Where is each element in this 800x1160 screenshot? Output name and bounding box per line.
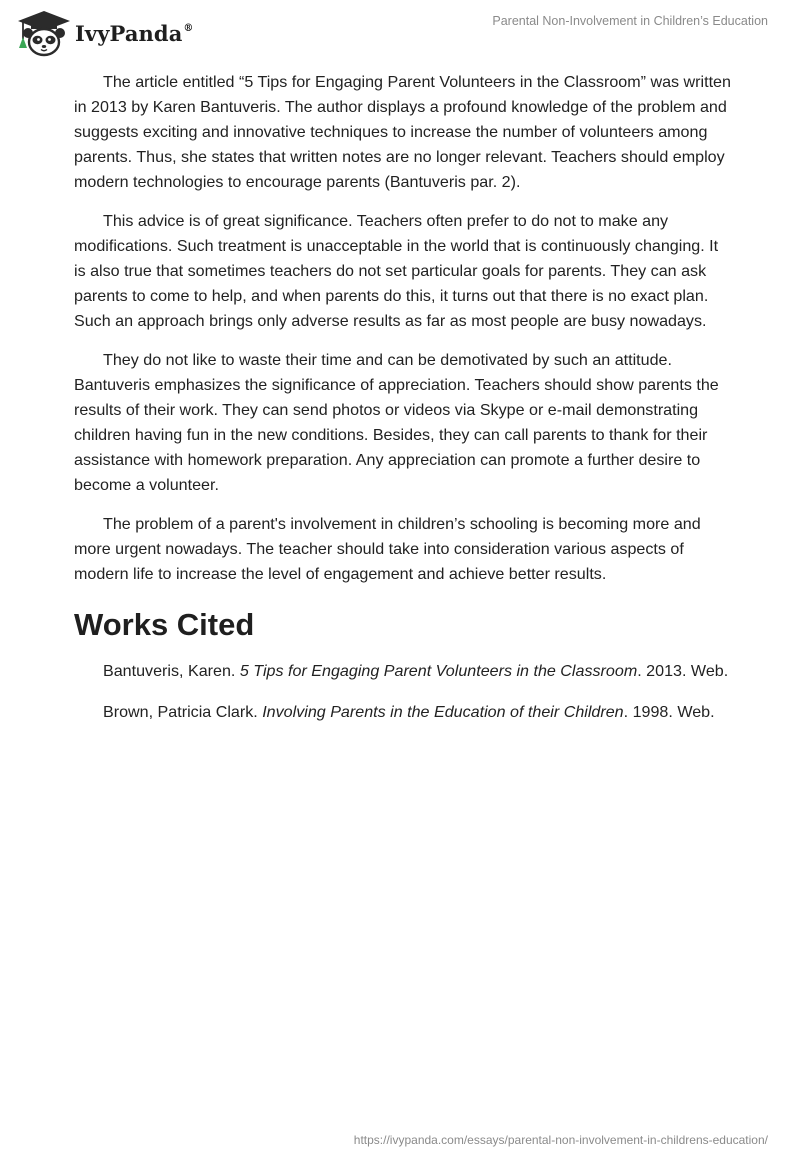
body-paragraph: The problem of a parent's involvement in children’s schooling is becoming more and more urgent nowadays. The teacher should take into consideration various aspects of modern life to increase the level of engagement and achieve better results. bbox=[74, 515, 701, 583]
body-paragraph: This advice is of great significance. Teachers often prefer to do not to make any modifications. Such treatment is unacceptable in the world that is continuously changing. It is also true that sometimes teachers do not set particular goals for parents. They can ask parents to come to help, and when parents do this, it turns out that there is no exact plan. Such an approach brings only adverse results as far as most people are busy nowadays. bbox=[74, 212, 719, 330]
citation-details: . 2013. Web. bbox=[637, 662, 729, 680]
source-url-link[interactable]: https://ivypanda.com/essays/parental-non-involvement-in-childrens-education/ bbox=[353, 1133, 768, 1147]
citation-entry bbox=[74, 659, 734, 684]
ivypanda-logo[interactable] bbox=[14, 8, 194, 58]
citation-entry bbox=[74, 700, 734, 725]
citation-title: 5 Tips for Engaging Parent Volunteers in the Classroom bbox=[239, 662, 638, 680]
citation-title: Involving Parents in the Education of their Children bbox=[262, 703, 624, 721]
body-paragraph: The article entitled “5 Tips for Engaging Parent Volunteers in the Classroom” was written in 2013 by Karen Bantuveris. The author displays a profound knowledge of the problem and suggests exciting and innovative techniques to increase the number of volunteers among parents. Thus, she states that written notes are no longer relevant. Teachers should employ modern technologies to encourage parents (Bantuveris par. 2). bbox=[74, 73, 731, 191]
running-title: Parental Non-Involvement in Children’s Education bbox=[492, 14, 768, 28]
works-cited-heading: Works Cited bbox=[74, 607, 255, 642]
brand-name: IvyPanda® bbox=[75, 20, 194, 46]
registered-mark: ® bbox=[183, 22, 194, 34]
page-header bbox=[0, 0, 800, 64]
citation-author: Brown, Patricia Clark. bbox=[103, 703, 263, 721]
citation-author: Bantuveris, Karen. bbox=[103, 662, 240, 680]
essay-content bbox=[74, 70, 734, 741]
panda-graduation-cap-icon bbox=[14, 8, 74, 58]
body-paragraph: They do not like to waste their time and can be demotivated by such an attitude. Bantuveris emphasizes the significance of appreciation. Teachers should show parents the results of their work. They can send photos or videos via Skype or e-mail demonstrating children having fun in the new conditions. Besides, they can call parents to thank for their assistance with homework preparation. Any appreciation can promote a further desire to become a volunteer. bbox=[74, 351, 719, 494]
citation-details: . 1998. Web. bbox=[623, 703, 715, 721]
